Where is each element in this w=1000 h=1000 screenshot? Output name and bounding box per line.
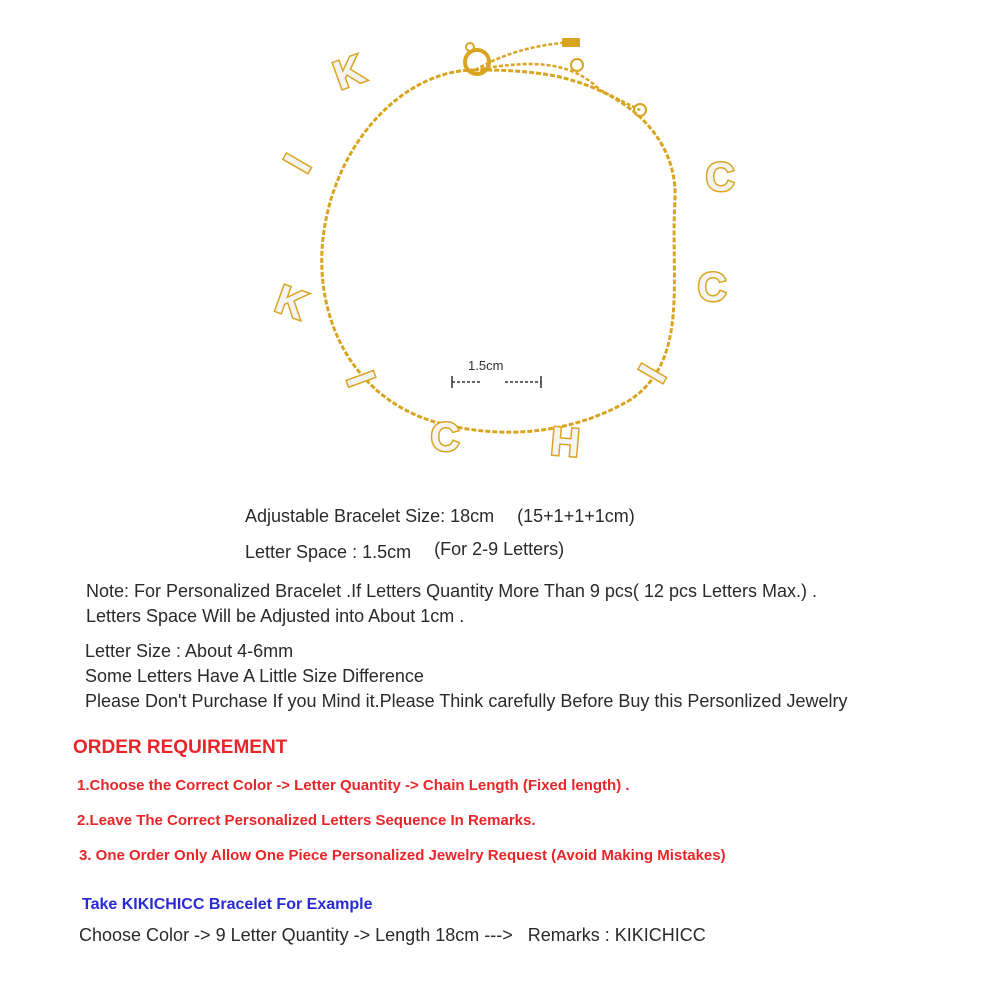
letter-charm [698, 266, 727, 310]
bracelet-size-breakdown: (15+1+1+1cm) [517, 506, 635, 526]
dimension-marker [452, 358, 541, 388]
letter-space-range: (For 2-9 Letters) [434, 539, 565, 559]
letter-charm-glyph: H [548, 419, 582, 466]
example-order-line [79, 925, 706, 946]
letter-size-info [85, 639, 847, 714]
letter-charm [276, 148, 320, 180]
order-requirement-item-2: 2.Leave The Correct Personalized Letters Sequence In Remarks. [77, 812, 536, 829]
letter-charm-glyph: I [276, 147, 320, 180]
letter-charm-glyph: K [269, 277, 312, 329]
order-requirement-item-3: 3. One Order Only Allow One Piece Personalized Jewelry Request (Avoid Making Mistakes) [79, 847, 726, 864]
letter-space-label: Letter Space : 1.5cm [245, 542, 412, 562]
dimension-label: 1.5cm [468, 358, 504, 373]
letter-charm-glyph: C [705, 155, 735, 200]
letter-charm [338, 366, 383, 392]
letter-space-spec [245, 539, 565, 563]
letter-charm [431, 416, 460, 460]
letter-charm-glyph: K [328, 47, 371, 99]
extender-ring [571, 59, 583, 71]
purchase-warning: Please Don't Purchase If you Mind it.Please Think carefully Before Buy this Personlized Jewelry [85, 691, 848, 711]
letter-charm-glyph: I [631, 357, 675, 390]
letter-size: Letter Size : About 4-6mm [85, 641, 294, 661]
letter-charm [328, 47, 370, 98]
letter-size-difference: Some Letters Have A Little Size Difference [85, 666, 424, 686]
order-requirement-item-1: 1.Choose the Correct Color -> Letter Quantity -> Chain Length (Fixed length) . [77, 777, 630, 794]
bracelet-size-spec [245, 506, 635, 527]
example-remarks: Remarks : KIKICHICC [527, 925, 706, 945]
personalization-note [86, 579, 817, 629]
note-line-1: Note: For Personalized Bracelet .If Letters Quantity More Than 9 pcs( 12 pcs Letters Max.) . [86, 581, 817, 601]
letter-charm [631, 358, 675, 390]
bracelet-size-label: Adjustable Bracelet Size: 18cm [245, 506, 495, 526]
clasp-jump-ring [466, 43, 474, 51]
letter-charm-glyph: C [697, 265, 727, 310]
example-steps: Choose Color -> 9 Letter Quantity -> Length 18cm ---> [79, 925, 513, 945]
bracelet-illustration [250, 30, 770, 490]
example-title: Take KIKICHICC Bracelet For Example [82, 896, 373, 913]
letter-charm-glyph: C [430, 415, 460, 460]
letter-charm [706, 156, 735, 200]
letter-charm [270, 277, 312, 328]
order-requirement-title: ORDER REQUIREMENT [73, 737, 288, 758]
letter-charms [270, 47, 735, 466]
end-tag [562, 38, 580, 47]
letter-charm-glyph: I [337, 366, 383, 392]
letter-charm [549, 419, 582, 465]
note-line-2: Letters Space Will be Adjusted into About 1cm . [86, 606, 465, 626]
